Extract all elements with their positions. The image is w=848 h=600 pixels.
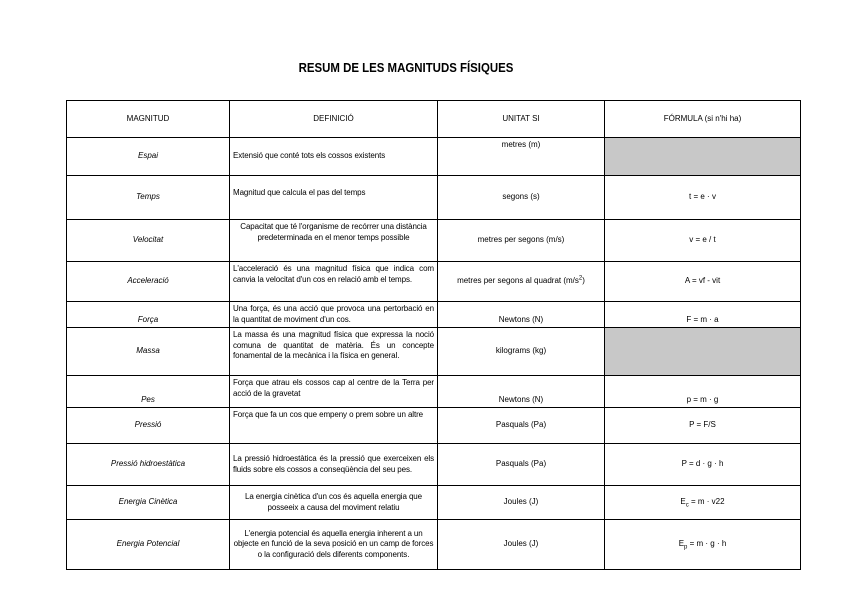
table-header-row [67,101,801,138]
formula-cell: p = m · g [605,376,801,408]
unitat-text-end: ) [582,276,585,286]
formula-rest: = m · v22 [688,497,725,507]
formula-symbol: E [678,539,685,549]
definicio-cell: Una força, és una acció que provoca una pertorbació en la quantitat de moviment d'un cos. [230,302,438,328]
formula-cell: v = e / t [605,220,801,262]
magnitudes-table [66,100,801,570]
table-row [67,176,801,220]
unitat-cell [438,262,605,302]
definicio-cell: La energia cinètica d'un cos és aquella energia que posseeix a causa del moviment relatiu [230,486,438,520]
unitat-cell: metres (m) [438,138,605,176]
page-title: RESUM DE LES MAGNITUDS FÍSIQUES [298,60,514,75]
table-row [67,302,801,328]
table-row [67,444,801,486]
formula-cell: F = m · a [605,302,801,328]
formula-subscript: p [684,544,688,551]
unitat-cell: Joules (J) [438,520,605,570]
formula-cell: P = d · g · h [605,444,801,486]
formula-cell [605,520,801,570]
unitat-cell: Pasquals (Pa) [438,444,605,486]
magnitud-cell: Energia Cinètica [67,486,230,520]
magnitud-cell: Massa [67,328,230,376]
unitat-cell: metres per segons (m/s) [438,220,605,262]
table-row [67,376,801,408]
table-row [67,408,801,444]
unitat-cell: Newtons (N) [438,376,605,408]
formula-cell: t = e · v [605,176,801,220]
formula-symbol: E [680,497,686,507]
formula-cell [605,486,801,520]
definicio-cell: Magnitud que calcula el pas del temps [230,176,438,220]
table-row [67,262,801,302]
definicio-cell: Capacitat que té l'organisme de recórrer una distància predeterminada en el menor temps possible [230,220,438,262]
unitat-cell: kilograms (kg) [438,328,605,376]
magnitud-cell: Força [67,302,230,328]
header-formula: FÓRMULA (si n'hi ha) [605,101,801,138]
unitat-cell: Joules (J) [438,486,605,520]
magnitud-cell: Espai [67,138,230,176]
header-definicio: DEFINICIÓ [230,101,438,138]
table-row [67,520,801,570]
formula-cell: A = vf - vit [605,262,801,302]
definicio-cell: L'energia potencial és aquella energia inherent a un objecte en funció de la seva posició en un camp de forces o la configuració dels diferents components. [230,520,438,570]
magnitud-cell: Pressió hidroestàtica [67,444,230,486]
table-row [67,486,801,520]
definicio-cell: Extensió que conté tots els cossos existents [230,138,438,176]
unitat-cell: segons (s) [438,176,605,220]
table-row [67,220,801,262]
unitat-cell: Newtons (N) [438,302,605,328]
formula-cell-empty [605,328,801,376]
magnitud-cell: Energia Potencial [67,520,230,570]
magnitud-cell: Acceleració [67,262,230,302]
formula-cell: P = F/S [605,408,801,444]
formula-subscript: c [685,502,689,509]
formula-cell-empty [605,138,801,176]
unitat-cell: Pasquals (Pa) [438,408,605,444]
header-magnitud: MAGNITUD [67,101,230,138]
header-unitat: UNITAT SI [438,101,605,138]
unitat-superscript: 2 [578,275,583,282]
magnitud-cell: Pes [67,376,230,408]
definicio-cell: Força que fa un cos que empeny o prem sobre un altre [230,408,438,444]
definicio-cell: La massa és una magnitud física que expressa la noció comuna de quantitat de matèria. És un concepte fonamental de la mecànica i la física en general. [230,328,438,376]
table-row [67,328,801,376]
magnitud-cell: Pressió [67,408,230,444]
magnitud-cell: Temps [67,176,230,220]
definicio-cell: L'acceleració és una magnitud física que indica com canvia la velocitat d'un cos en relació amb el temps. [230,262,438,302]
definicio-cell: Força que atrau els cossos cap al centre de la Terra per acció de la gravetat [230,376,438,408]
unitat-text: metres per segons al quadrat (m/s [457,276,579,286]
table-row [67,138,801,176]
definicio-cell: La pressió hidroestàtica és la pressió que exerceixen els fluids sobre els cossos a conseqüència del seu pes. [230,444,438,486]
formula-rest: = m · g · h [687,539,727,549]
magnitud-cell: Velocitat [67,220,230,262]
